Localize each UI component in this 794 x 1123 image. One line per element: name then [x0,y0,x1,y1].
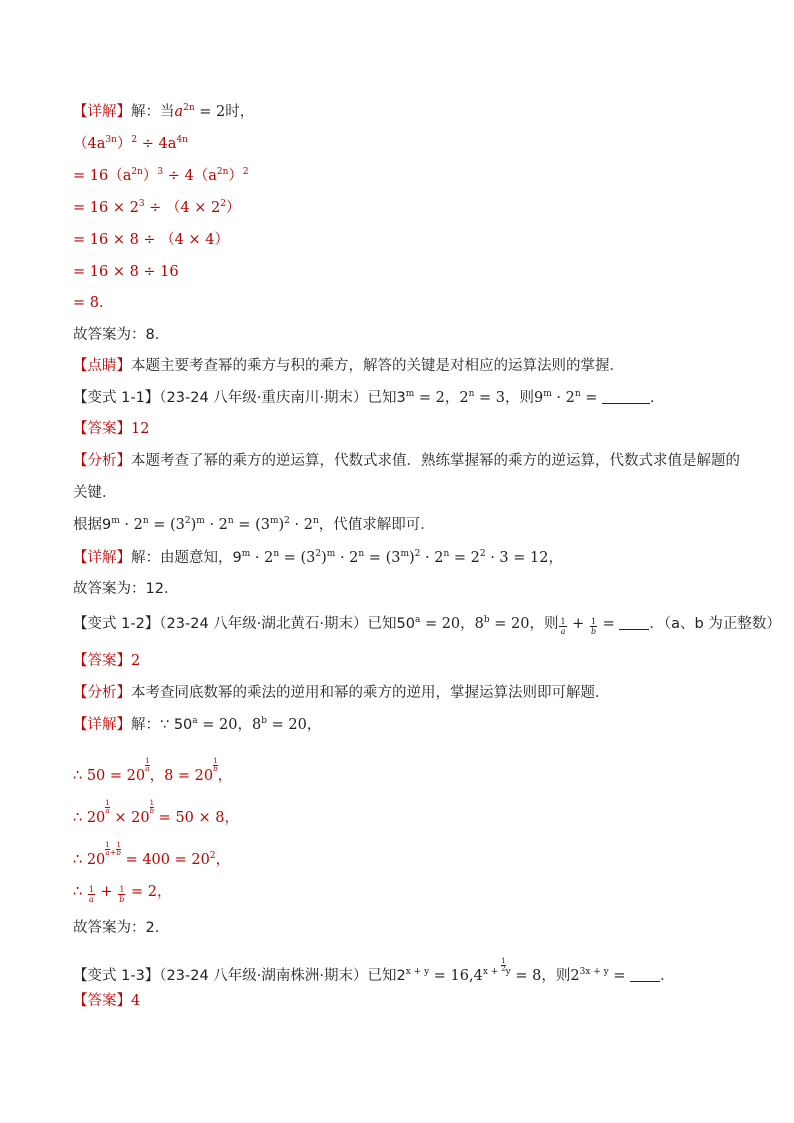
detail-heading-line: 【详解】解：当$a^{2n} = 2$时， [73,103,255,120]
answer-line: 【答案】4 [73,993,141,1009]
remark-tag: 【点睛】 [73,358,131,374]
answer-statement: 故答案为：2． [73,920,170,936]
variant-1-3-question: 【变式 1-3】（23-24 八年级·湖南株洲·期末）已知$2^{x + y} = 16,4^{x +}$ $\frac{1}{2}$ $^y$ = 8，则$2^{3x + y}$ = ． [73,957,675,984]
answer-line: 【答案】12 [73,421,150,437]
exponent-fraction: $\frac{1}{b}$ [213,757,218,773]
variant-1-2-question: 【变式 1-2】（23-24 八年级·湖北黄石·期末）已知$50^a = 20$，$8^b = 20$，则 $\frac{1}{a}$ + $\frac{1}{b}$ = ．（a、b 为正整数） [73,615,781,636]
variant-1-1-question: 【变式 1-1】（23-24 八年级·重庆南川·期末）已知$3^m = 2$，$2^n = 3$，则$9^m \cdot 2^n$ = ． [73,389,665,406]
answer-statement: 故答案为：8． [73,327,170,343]
variant-tag: 【变式 1-3】 [73,968,160,984]
answer-tag: 【答案】 [73,653,131,669]
fraction: $\frac{1}{a}$ [88,885,94,904]
detail-line: 【详解】解：由题意知，$9^m \cdot 2^n = (3^2)^m \cdot 2^n = (3^m)^2 \cdot 2^n = 2^2 \cdot 3 = 12$， [73,549,563,566]
exponent-fraction: $\frac{1}{2}$ [501,957,506,973]
analysis-tag: 【分析】 [73,453,131,469]
equation-line: = $16 \times 2^3 \div (4 \times 2^2)$ [73,199,241,216]
detail-tag: 【详解】 [73,104,131,120]
equation-line: = 16 × 8 ÷ （4 × 4） [73,232,229,248]
analysis-continuation: 关键． [73,485,117,501]
detail-tag: 【详解】 [73,717,131,733]
variant-tag: 【变式 1-2】 [73,616,160,632]
analysis-line: 【分析】本考查同底数幂的乘法的逆用和幂的乘方的逆用，掌握运算法则即可解题． [73,685,610,701]
detail-line: 【详解】解：∵ $50^a = 20$，$8^b = 20$， [73,716,322,733]
analysis-tag: 【分析】 [73,685,131,701]
answer-blank [602,403,650,404]
analysis-line: 【分析】本题考查了幂的乘方的逆运算，代数式求值．熟练掌握幂的乘方的逆运算，代数式求值是解题的 [73,453,740,469]
equation-line: = 16 × 8 ÷ 16 [73,264,179,280]
fraction: $\frac{1}{a}$ [560,617,566,636]
method-line: 根据$9^m \cdot 2^n = (3^2)^m \cdot 2^n = (3^m)^2 \cdot 2^n$，代值求解即可． [73,516,435,533]
remark-line: 【点睛】本题主要考查幂的乘方与积的乘方，解答的关键是对相应的运算法则的掌握． [73,358,624,374]
equation-line: $(4a^{3n})^2 \div 4a^{4n}$ [73,135,188,152]
answer-tag: 【答案】 [73,421,131,437]
exponent-fraction: $\frac{1}{a}$ [145,757,150,773]
fraction: $\frac{1}{b}$ [119,885,125,904]
answer-tag: 【答案】 [73,993,131,1009]
equation-line: = $16(a^{2n})^3 \div 4(a^{2n})^2$ [73,167,249,184]
equation-line: ∴ 50 = 20 $\frac{1}{a}$ ，8 = 20 $\frac{1}{b}$ ， [73,757,233,784]
equation-line: ∴ 20 $\frac{1}{a}$ × 20 $\frac{1}{b}$ = 50 × 8， [73,799,239,826]
answer-blank [619,629,649,630]
variant-tag: 【变式 1-1】 [73,390,160,406]
exponent-fraction: $\frac{1}{b}$ [116,841,121,857]
fraction: $\frac{1}{b}$ [590,617,597,636]
equation-line: = 8． [73,295,114,311]
detail-tag: 【详解】 [73,550,131,566]
answer-line: 【答案】2 [73,653,141,669]
exponent-fraction: $\frac{1}{b}$ [149,799,155,815]
exponent-fraction: $\frac{1}{a}$ [105,799,110,815]
equation-line: ∴ 20 $\frac{1}{a}$ + $\frac{1}{b}$ = $400 = 20^2$， [73,841,231,868]
equation-line: ∴ $\frac{1}{a}$ + $\frac{1}{b}$ = 2， [73,884,172,904]
answer-blank [630,981,660,982]
answer-statement: 故答案为：12． [73,581,179,597]
exponent-fraction: $\frac{1}{a}$ [105,841,110,857]
